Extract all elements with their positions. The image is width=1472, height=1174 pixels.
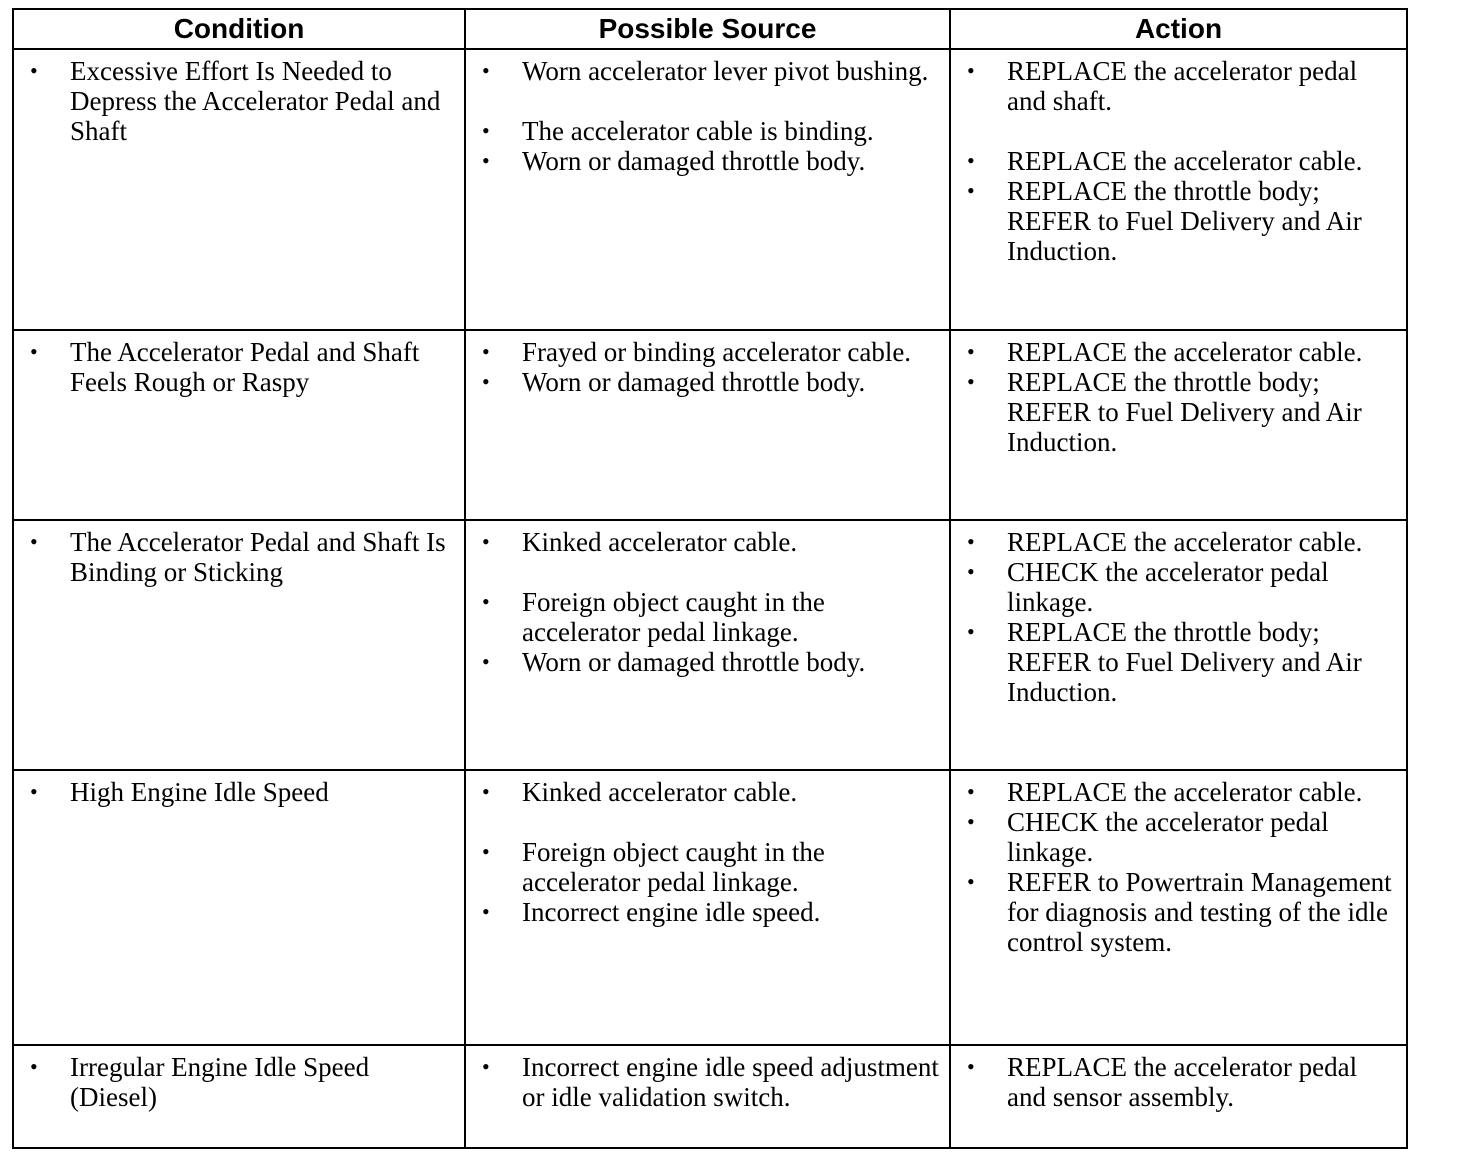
source-cell — [465, 1045, 950, 1148]
action-cell — [950, 1045, 1407, 1148]
header-possible-source: Possible Source — [465, 9, 950, 49]
source-item: • Frayed or binding accelerator cable. — [476, 337, 941, 367]
source-cell — [465, 49, 950, 330]
source-cell — [465, 770, 950, 1045]
action-cell — [950, 330, 1407, 520]
action-item: • REPLACE the accelerator cable. — [961, 777, 1398, 807]
action-cell — [950, 770, 1407, 1045]
table-row — [13, 330, 1407, 520]
condition-item: • Excessive Effort Is Needed to Depress the Accelerator Pedal and Shaft — [24, 56, 456, 146]
condition-item: • Irregular Engine Idle Speed (Diesel) — [24, 1052, 456, 1112]
action-item: • REPLACE the throttle body; REFER to Fuel Delivery and Air Induction. — [961, 367, 1398, 457]
condition-cell — [13, 770, 465, 1045]
source-item: • Worn or damaged throttle body. — [476, 146, 941, 176]
action-cell — [950, 520, 1407, 770]
source-item: • Incorrect engine idle speed adjustment or idle validation switch. — [476, 1052, 941, 1112]
condition-cell — [13, 1045, 465, 1148]
action-item: • REPLACE the accelerator cable. — [961, 146, 1398, 176]
action-item: • REPLACE the accelerator pedal and shaft. — [961, 56, 1398, 116]
source-cell — [465, 330, 950, 520]
action-item: • REPLACE the throttle body; REFER to Fuel Delivery and Air Induction. — [961, 617, 1398, 707]
condition-cell — [13, 330, 465, 520]
table-row — [13, 520, 1407, 770]
source-item: • Worn accelerator lever pivot bushing. — [476, 56, 941, 86]
source-item: • Incorrect engine idle speed. — [476, 897, 941, 927]
source-item: • The accelerator cable is binding. — [476, 116, 941, 146]
source-item: • Foreign object caught in the accelerator pedal linkage. — [476, 837, 941, 897]
action-item: • REPLACE the accelerator cable. — [961, 527, 1398, 557]
action-item: • REPLACE the throttle body; REFER to Fuel Delivery and Air Induction. — [961, 176, 1398, 266]
diagnosis-table — [12, 8, 1408, 1149]
header-action: Action — [950, 9, 1407, 49]
action-item: • REPLACE the accelerator cable. — [961, 337, 1398, 367]
table-row — [13, 770, 1407, 1045]
header-condition: Condition — [13, 9, 465, 49]
condition-item: • The Accelerator Pedal and Shaft Is Binding or Sticking — [24, 527, 456, 587]
source-item: • Foreign object caught in the accelerator pedal linkage. — [476, 587, 941, 647]
condition-cell — [13, 49, 465, 330]
source-item: • Worn or damaged throttle body. — [476, 367, 941, 397]
source-item: • Kinked accelerator cable. — [476, 777, 941, 807]
source-item: • Worn or damaged throttle body. — [476, 647, 941, 677]
header-row — [13, 9, 1407, 49]
action-item: • CHECK the accelerator pedal linkage. — [961, 557, 1398, 617]
table-row — [13, 1045, 1407, 1148]
action-item: • REPLACE the accelerator pedal and sensor assembly. — [961, 1052, 1398, 1112]
condition-item: • The Accelerator Pedal and Shaft Feels Rough or Raspy — [24, 337, 456, 397]
action-item: • CHECK the accelerator pedal linkage. — [961, 807, 1398, 867]
condition-item: • High Engine Idle Speed — [24, 777, 456, 807]
condition-cell — [13, 520, 465, 770]
source-cell — [465, 520, 950, 770]
action-item: • REFER to Powertrain Management for diagnosis and testing of the idle control system. — [961, 867, 1398, 957]
source-item: • Kinked accelerator cable. — [476, 527, 941, 557]
action-cell — [950, 49, 1407, 330]
table-row — [13, 49, 1407, 330]
